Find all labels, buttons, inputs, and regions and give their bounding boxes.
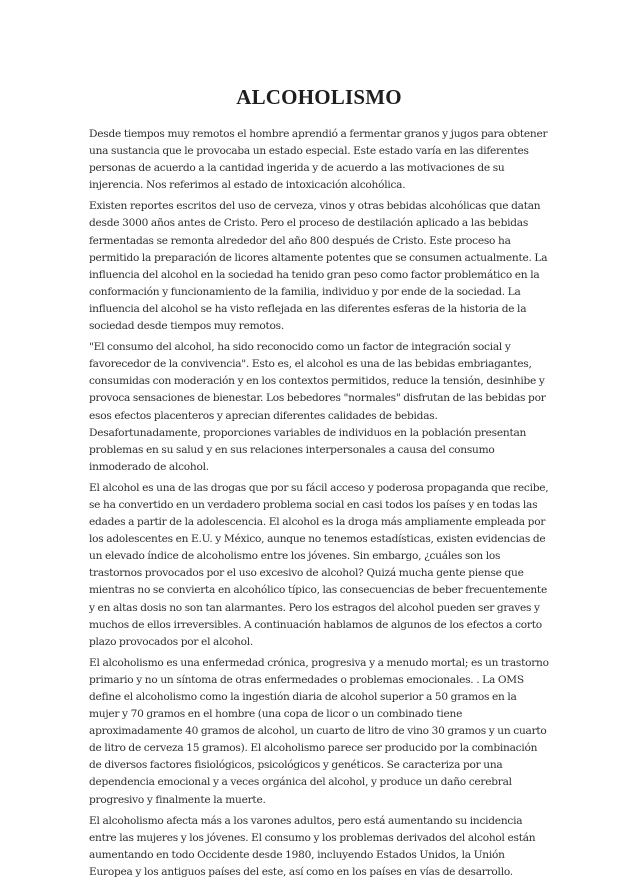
document-title: ALCOHOLISMO xyxy=(236,85,402,109)
paragraph-definition: El alcoholismo es una enfermedad crónica, progresiva y a menudo mortal; es un trastorno primario y no un síntoma de otras enfermedades o problemas emocionales. . La OMS define el alcoholismo como la ingestión diaria de alcohol superior a 50 gramos en la mujer y 70 gramos en el hombre (una copa de licor o un combinado tiene aproximadamente 40 gramos de alcohol, un cuarto de litro de vino 30 gramos y un cuarto de litro de cerveza 15 gramos). El alcoholismo parece ser producido por la combinación de diversos factores fisiológicos, psicológicos y genéticos. Se caracteriza por una dependencia emocional y a veces orgánica del alcohol, y produce un daño cerebral progresivo y finalmente la muerte. xyxy=(89,656,549,806)
paragraph-incidence: El alcoholismo afecta más a los varones adultos, pero está aumentando su incidencia entre las mujeres y los jóvenes. El consumo y los problemas derivados del alcohol están aumentando en todo Occidente desde 1980, incluyendo Estados Unidos, la Unión Europea y los antiguos países del este, así como en los países en vías de desarrollo. xyxy=(89,814,536,878)
paragraph-adolescents: El alcohol es una de las drogas que por su fácil acceso y poderosa propaganda que recibe, se ha convertido en un verdadero problema social en casi todos los países y en todas las edades a partir de la adolescencia. El alcohol es la droga más ampliamente empleada por los adolescentes en E.U. y México, aunque no tenemos estadísticas, existen evidencias de un elevado índice de alcoholismo entre los jóvenes. Sin embargo, ¿cuáles son los trastornos provocados por el uso excesivo de alcohol? Quizá mucha gente piense que mientras no se convierta en alcohólico típico, las consecuencias de beber frecuentemente y en altas dosis no son tan alarmantes. Pero los estragos del alcohol pueden ser graves y muchos de ellos irreversibles. A continuación hablamos de algunos de los efectos a corto plazo provocados por el alcohol. xyxy=(89,481,549,648)
paragraph-social-integration: "El consumo del alcohol, ha sido reconocido como un factor de integración social y favorecedor de la convivencia". Esto es, el alcohol es una de las bebidas embriagantes, consumidas con moderación y en los contextos permitidos, reduce la tensión, desinhibe y provoca sensaciones de bienestar. Los bebedores "normales" disfrutan de las bebidas por esos efectos placenteros y aprecian diferentes calidades de bebidas. Desafortunadamente, proporciones variables de individuos en la población presentan problemas en su salud y en sus relaciones interpersonales a causa del consumo inmoderado de alcohol. xyxy=(89,341,546,473)
paragraph-intro: Desde tiempos muy remotos el hombre aprendió a fermentar granos y jugos para obtener una sustancia que le provocaba un estado especial. Este estado varía en las diferentes personas de acuerdo a la cantidad ingerida y de acuerdo a las motivaciones de su injerencia. Nos referimos al estado de intoxicación alcohólica. xyxy=(89,128,548,192)
document-page xyxy=(89,80,549,885)
paragraph-history: Existen reportes escritos del uso de cerveza, vinos y otras bebidas alcohólicas que datan desde 3000 años antes de Cristo. Pero el proceso de destilación aplicado a las bebidas fermentadas se remonta alrededor del año 800 después de Cristo. Este proceso ha permitido la preparación de licores altamente potentes que se consumen actualmente. La influencia del alcohol en la sociedad ha tenido gran peso como factor problemático en la conformación y funcionamiento de la familia, individuo y por ende de la sociedad. La influencia del alcohol se ha visto reflejada en las diferentes esferas de la historia de la sociedad desde tiempos muy remotos. xyxy=(89,200,548,333)
